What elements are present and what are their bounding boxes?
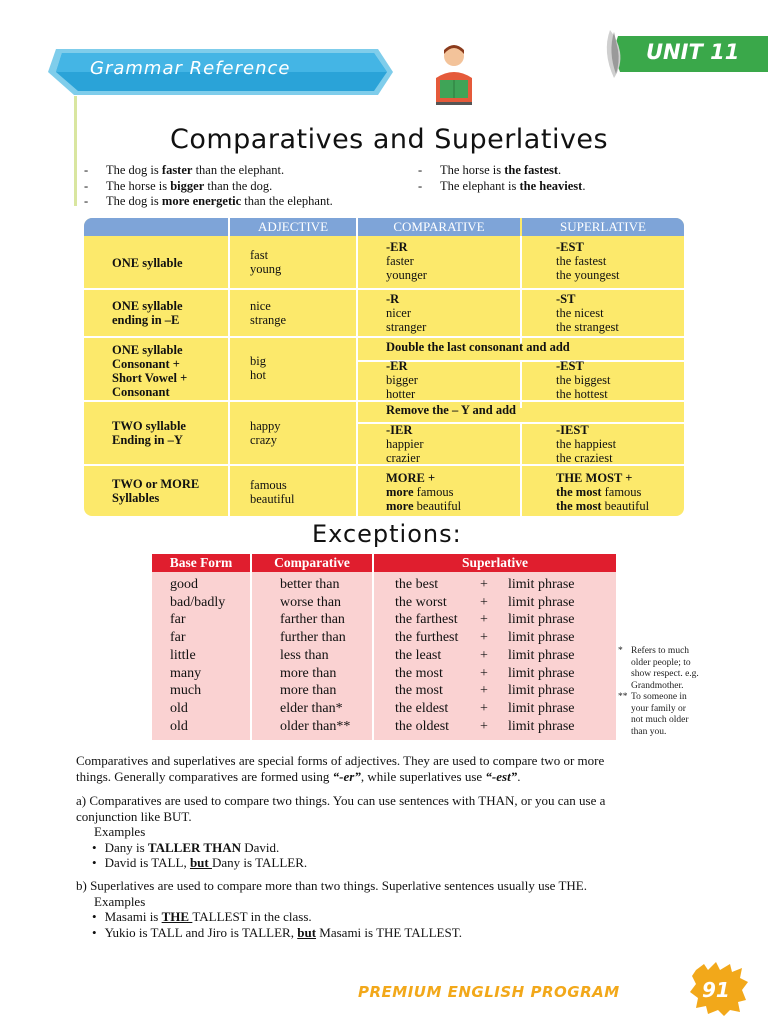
divider (372, 554, 374, 740)
divider (520, 424, 522, 516)
header-blank (84, 218, 228, 236)
comparative-column: better than worse than farther than further than less than more than more than elder than* older than** (280, 577, 351, 734)
comparative-cell: -R nicer stranger (386, 292, 427, 334)
divider (228, 218, 230, 516)
header-adjective: ADJECTIVE (230, 218, 356, 236)
rule-cell: ONE syllable Consonant + Short Vowel + Consonant (112, 343, 188, 399)
base-form-column: good bad/badly far far little many much old old (170, 577, 226, 734)
limit-phrase-column: limit phrase limit phrase limit phrase limit phrase limit phrase limit phrase limit phrase limit phrase limit phrase (508, 577, 575, 734)
header-superlative: SUPERLATIVE (522, 218, 684, 236)
divider (356, 218, 358, 516)
superlative-cell: -IEST the happiest the craziest (556, 423, 617, 465)
comparative-cell: -IER happier crazier (386, 423, 424, 465)
adjective-cell: famous beautiful (250, 478, 295, 506)
rule-note: Remove the – Y and add (386, 403, 516, 417)
rule-cell: ONE syllable ending in –E (112, 299, 183, 327)
superlative-column: the best the worst the farthest the furthest the least the most the most the eldest the oldest (395, 577, 459, 734)
student-reading-icon (430, 42, 478, 106)
comparative-cell: -ER bigger hotter (386, 359, 418, 401)
row-divider (84, 288, 684, 290)
example-sentence: - The elephant is the heaviest. (418, 178, 586, 193)
rule-cell: TWO syllable Ending in –Y (112, 419, 186, 447)
section-label: Grammar Reference (90, 58, 291, 79)
example-sentence: - The dog is more energetic than the elephant. (84, 194, 333, 208)
program-name: PREMIUM ENGLISH PROGRAM (358, 983, 620, 1001)
comparative-cell: -ER faster younger (386, 240, 427, 282)
left-accent-line (74, 96, 77, 206)
divider (520, 236, 522, 344)
header-comparative: COMPARATIVE (358, 218, 520, 236)
superlatives-paragraph: b) Superlatives are used to compare more than two things. Superlative sentences usually use THE. Examples • Masami is THE TALLEST in the class. • Yukio is TALL and Jiro is TALLER, but Masami is THE TALLEST. (76, 878, 587, 940)
superlative-cell: -EST the fastest the youngest (556, 240, 620, 282)
adjective-cell: happy crazy (250, 419, 281, 447)
superlative-cell: -ST the nicest the strangest (556, 292, 619, 334)
page-number: 91 (702, 978, 730, 1002)
examples-left (84, 163, 333, 210)
example-sentence: - The horse is the fastest. (418, 163, 562, 177)
header-base-form: Base Form (152, 554, 250, 572)
comparative-cell: MORE + more famous more beautiful (386, 471, 462, 513)
header-comparative: Comparative (252, 554, 372, 572)
adjective-cell: fast young (250, 248, 282, 276)
unit-label: UNIT 11 (646, 40, 740, 64)
page-title: Comparatives and Superlatives (170, 124, 609, 155)
exceptions-title: Exceptions: (312, 520, 462, 548)
comparison-table (84, 218, 684, 516)
examples-right (418, 163, 585, 194)
footnotes: * Refers to much older people; to show respect. e.g. Grandmother. ** To someone in your family or not much older than you. (618, 646, 699, 737)
comparatives-paragraph: a) Comparatives are used to compare two things. You can use sentences with THAN, or you can use a conjunction like BUT. Examples • Dany is TALLER THAN David. • David is TALL, but Dany is TALLER. (76, 793, 606, 871)
exceptions-table (152, 554, 616, 740)
superlative-cell: -EST the biggest the hottest (556, 359, 611, 401)
header-superlative: Superlative (374, 554, 616, 572)
intro-paragraph: Comparatives and superlatives are special forms of adjectives. They are used to compare two or more things. Generally comparatives are formed using “-er”, while superlatives use “-est”. (76, 753, 605, 784)
rule-cell: ONE syllable (112, 256, 183, 270)
rule-cell: TWO or MORE Syllables (112, 477, 200, 505)
plus-column: + + + + + + + + + (480, 577, 488, 734)
adjective-cell: big hot (250, 354, 266, 382)
rule-note: Double the last consonant and add (386, 340, 570, 354)
example-sentence: - The horse is bigger than the dog. (84, 178, 273, 193)
row-divider (84, 336, 684, 338)
example-sentence: - The dog is faster than the elephant. (84, 163, 285, 177)
divider (250, 554, 252, 740)
superlative-cell: THE MOST + the most famous the most beautiful (556, 471, 650, 513)
adjective-cell: nice strange (250, 299, 287, 327)
